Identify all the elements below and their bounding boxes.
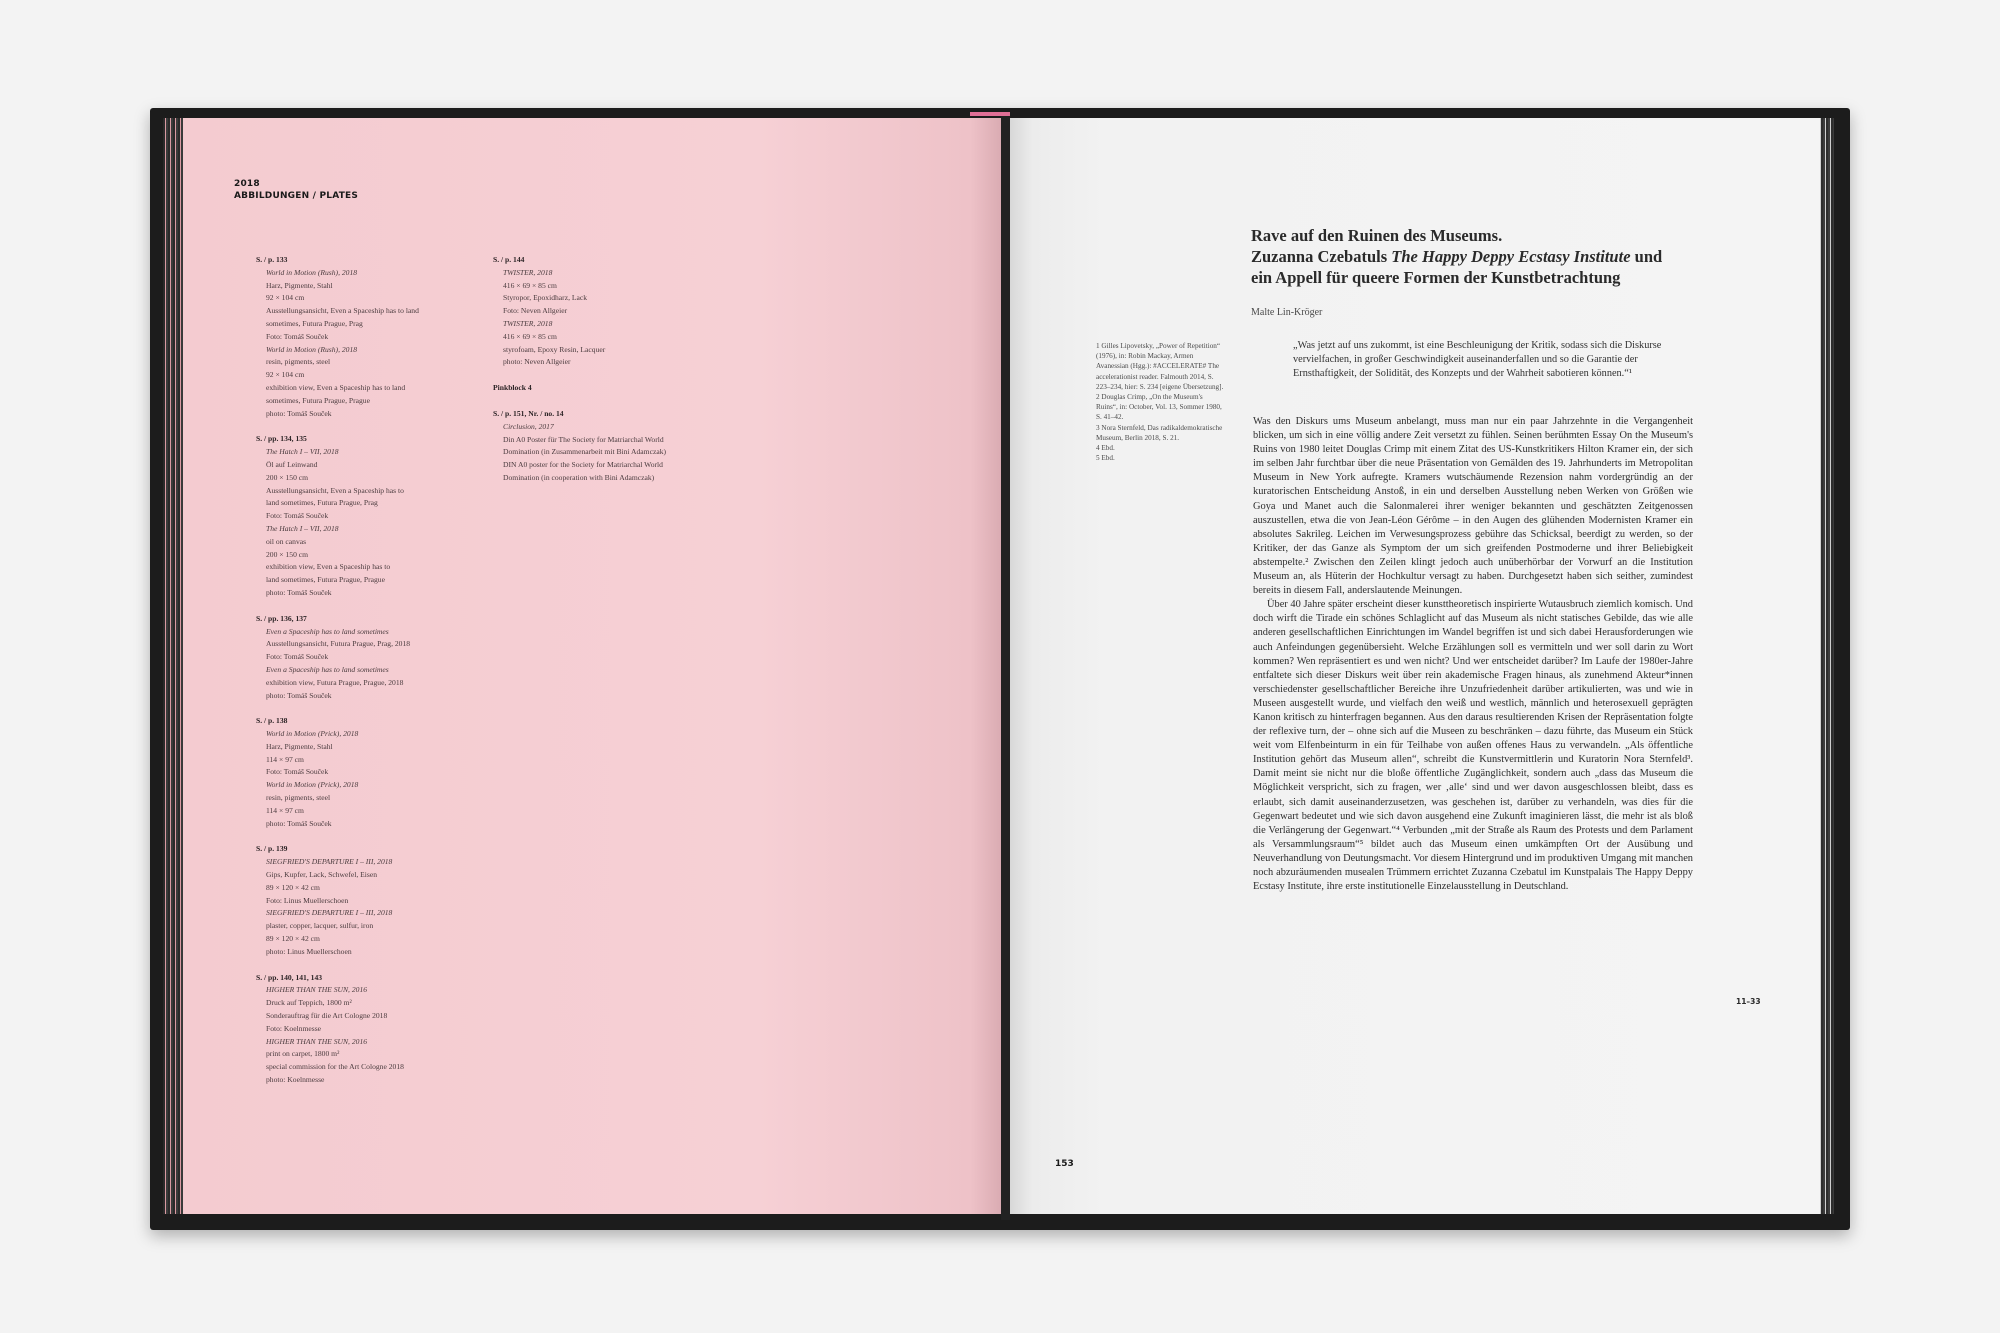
plate-caption-line: 114 × 97 cm: [266, 754, 304, 764]
plate-caption-line: land sometimes, Futura Prague, Prague: [266, 575, 385, 585]
plate-caption-line: print on carpet, 1800 m²: [266, 1049, 340, 1059]
plate-caption-line: TWISTER, 2018: [503, 318, 553, 328]
plate-caption-line: TWISTER, 2018: [503, 267, 553, 277]
plate-page-ref: S. / p. 144: [493, 255, 525, 264]
section-header: [234, 178, 358, 202]
plate-caption-line: exhibition view, Even a Spaceship has to land: [266, 382, 406, 392]
plate-caption-line: 114 × 97 cm: [266, 805, 304, 815]
plate-caption-line: Ausstellungsansicht, Even a Spaceship has to: [266, 485, 404, 495]
title-line-2: [1251, 246, 1731, 267]
plate-page-ref: S. / pp. 140, 141, 143: [256, 972, 323, 982]
plate-caption-line: Harz, Pigmente, Stahl: [266, 741, 333, 751]
plate-caption-line: SIEGFRIED'S DEPARTURE I – III, 2018: [266, 908, 393, 918]
plate-caption-line: World in Motion (Rush), 2018: [266, 267, 358, 277]
plate-caption-line: photo: Tomáš Souček: [266, 408, 332, 418]
plate-caption-line: photo: Tomáš Souček: [266, 690, 332, 700]
plate-caption-line: Circlusion, 2017: [503, 421, 554, 431]
plate-caption-line: Sonderauftrag für die Art Cologne 2018: [266, 1011, 388, 1021]
left-page: [183, 118, 1003, 1214]
plate-caption-line: Din A0 Poster für The Society for Matriarchal World: [503, 434, 664, 444]
plate-page-ref: S. / pp. 136, 137: [256, 613, 307, 623]
plate-caption-line: 92 × 104 cm: [266, 370, 305, 380]
title-line-2-italic: The Happy Deppy Ecstasy Institute: [1391, 247, 1631, 266]
plate-page-ref: S. / p. 151, Nr. / no. 14: [493, 408, 564, 418]
plate-caption-line: Foto: Tomáš Souček: [266, 331, 329, 341]
plate-caption-line: photo: Tomáš Souček: [266, 818, 332, 828]
plate-list-column-1: [256, 254, 486, 1100]
footnote-item: 4 Ebd.: [1096, 444, 1115, 453]
plate-caption-line: sometimes, Futura Prague, Prague: [266, 395, 370, 405]
plate-group-b: [493, 408, 723, 485]
plate-caption-line: Even a Spaceship has to land sometimes: [266, 626, 389, 636]
plate-entry: [256, 972, 486, 1087]
plate-caption-line: Domination (in cooperation with Bini Adamczak): [503, 472, 655, 482]
plate-entry: [493, 254, 723, 369]
plate-caption-line: Foto: Koelnmesse: [266, 1023, 322, 1033]
plate-caption-line: World in Motion (Prick), 2018: [266, 780, 359, 790]
plate-caption-line: 200 × 150 cm: [266, 549, 309, 559]
plate-list-column-2: [493, 254, 723, 498]
section-year: 2018: [234, 179, 260, 189]
plate-caption-line: sometimes, Futura Prague, Prag: [266, 318, 363, 328]
plate-caption-line: Foto: Tomáš Souček: [266, 767, 329, 777]
plate-entry: [256, 843, 486, 958]
right-page: [1008, 118, 1820, 1214]
plate-caption-line: resin, pigments, steel: [266, 793, 331, 803]
body-paragraph-2: Über 40 Jahre später erscheint dieser kunsttheoretisch inspirierte Wutausbruch ziemlich komisch. Und doch wirft die Tirade ein schönes Schlaglicht auf das Museum als nicht statisches Gebilde, das wie alle anderen gesellschaftlichen Einrichtungen im Wandel begriffen ist und sich dabei Herausforderungen wie auch Anfeindungen gegenübersieht. Welche Erzählungen soll es vermitteln und wer soll darin zu Wort kommen? Wen repräsentiert es und wen nicht? Und wer entscheidet darüber? Im Laufe der 1980er-Jahre entfaltete sich dieser Diskurs weit über rein akademische Fragen hinaus, als zunehmend Akteur*innen verschiedenster gesellschaftlicher Bereiche ihre Unzufriedenheit darüber artikulierten, was und wie in Museen ausgestellt wurde, und vielfach den weiß und westlich, männlich und heterosexuell geprägten Kanon kritisch zu hinterfragen begannen. Aus den daraus resultierenden Krisen der Repräsentation folgte der reflexive turn, der – ohne sich auf die Museen zu beschränken – dazu führte, das Museum ein Stück weit vom Elfenbeinturm in ein für Teilhabe von außen offenes Haus zu verwandeln. „Als öffentliche Institution gehört das Museum allen“, schreibt die Kunstvermittlerin und Kuratorin Nora Sternfeld³. Damit meint sie nicht nur die bloße öffentliche Zugänglichkeit, sondern auch „dass das Museum die Möglichkeit verspricht, sich zu fragen, wer ‚alle‘ sind und wer davon ausgeschlossen bleibt, dass es erlaubt, sich damit auseinanderzusetzen, was geschehen ist, darüber zu verhandeln, was dies für die Gegenwart bedeutet und wie sich davon ausgehend eine Zukunft imaginieren lässt, die mehr ist als bloß die Verlängerung der Gegenwart.“⁴ Verbunden „mit der Straße als Raum des Protests und dem Parlament als Versammlungsraum“⁵ bildet auch das Museum einen umkämpften Ort der Ausübung und Neuverhandlung von Deutungsmacht. Vor diesem Hintergrund und im produktiven Umgang mit manchen noch abzuräumenden musealen Trümmern errichtet Zuzanna Czebatul im Kunstpalais The Happy Deppy Ecstasy Institute, ihre erste institutionelle Einzelausstellung in Deutschland.: [1253, 599, 1693, 893]
plate-caption-line: DIN A0 poster for the Society for Matriarchal World: [503, 460, 663, 470]
plate-caption-line: The Hatch I – VII, 2018: [266, 447, 339, 457]
plate-entry: [256, 613, 486, 703]
title-line-2-post: und: [1630, 247, 1663, 266]
plate-caption-line: 92 × 104 cm: [266, 293, 305, 303]
plate-caption-line: photo: Linus Muellerschoen: [266, 946, 352, 956]
body-paragraph-1: Was den Diskurs ums Museum anbelangt, muss man nur ein paar Jahrzehnte in die Vergangenheit blicken, um sich in eine völlig andere Zeit versetzt zu fühlen. Seinen berühmten Essay On the Museum's Ruins von 1980 leitet Douglas Crimp mit einem Zitat des US-Kunstkritikers Hilton Kramer ein, der sich im selben Jahr furchtbar über die neue Präsentation von Gemälden des 19. Jahrhunderts im Metropolitan Museum in New York aufregte. Kramers wutschäumende Rezension nahm vordergründig an der kuratorischen Entscheidung Anstoß, in ein und derselben Ausstellung neben Werken von Größen wie Goya und Manet auch die Salonmalerei ihrer weniger bekannten und geschätzten Zeitgenossen auszustellen, etwa die von Jean-Léon Gérôme – in den Augen des glühenden Modernisten Kramer ein absolutes Sakrileg. Leichen im Verwesungsprozess gebühre das Schicksal, beerdigt zu werden, so der Kritiker, der das Ganze als Symptom der um sich greifenden Postmoderne und ihrer Beliebigkeit abstempelte.² Zwischen den Zeilen klingt jedoch auch unüberhörbar der Vorwurf an die Institution Museum an, als Hüterin der Hochkultur versagt zu haben. Durchgesetzt haben sich seither, zumindest bereits in diesem Fall, anderslautende Meinungen.: [1253, 416, 1693, 597]
plate-caption-line: Foto: Neven Allgeier: [503, 306, 568, 316]
plate-caption-line: photo: Neven Allgeier: [503, 357, 571, 367]
article-title: [1251, 225, 1731, 288]
pinkblock-heading: Pinkblock 4: [493, 383, 532, 393]
footnote-item: 5 Ebd.: [1096, 454, 1115, 463]
plate-caption-line: styrofoam, Epoxy Resin, Lacquer: [503, 344, 606, 354]
epigraph-quote: „Was jetzt auf uns zukommt, ist eine Beschleunigung der Kritik, sodass sich die Diskurse vervielfachen, in großer Geschwindigkeit auseinanderfallen und so die Garantie der Ernsthaftigkeit, der Solidität, des Konzepts und der Wahrheit sabotieren können.“¹: [1293, 340, 1662, 379]
article-body: [1253, 415, 1693, 894]
plate-caption-line: plaster, copper, lacquer, sulfur, iron: [266, 921, 374, 931]
plate-page-ref: S. / p. 133: [256, 255, 288, 264]
plate-caption-line: exhibition view, Even a Spaceship has to: [266, 562, 391, 572]
plate-caption-line: 89 × 120 × 42 cm: [266, 934, 320, 944]
plate-caption-line: Harz, Pigmente, Stahl: [266, 280, 333, 290]
plate-page-ref: S. / pp. 134, 135: [256, 434, 307, 444]
plate-caption-line: photo: Koelnmesse: [266, 1075, 325, 1085]
plate-caption-line: World in Motion (Rush), 2018: [266, 344, 358, 354]
plate-caption-line: HIGHER THAN THE SUN, 2016: [266, 985, 368, 995]
footnote-item: 1 Gilles Lipovetsky, „Power of Repetition“ (1976), in: Robin Mackay, Armen Avanessian (Hgg.): #ACCELERATE# The accelerationist reader. Falmouth 2014, S. 223–234, hier: S. 234 [eigene Übersetzung].: [1096, 342, 1224, 391]
plate-caption-line: 200 × 150 cm: [266, 472, 309, 482]
section-title: ABBILDUNGEN / PLATES: [234, 191, 359, 201]
plate-entry: [493, 408, 723, 485]
plate-caption-line: SIEGFRIED'S DEPARTURE I – III, 2018: [266, 857, 393, 867]
title-line-1: Rave auf den Ruinen des Museums.: [1251, 226, 1503, 245]
plate-caption-line: land sometimes, Futura Prague, Prag: [266, 498, 378, 508]
plate-caption-line: Druck auf Teppich, 1800 m²: [266, 998, 352, 1008]
plate-caption-line: Ausstellungsansicht, Futura Prague, Prag, 2018: [266, 639, 411, 649]
plate-group-a: [493, 254, 723, 369]
plate-page-ref: S. / p. 138: [256, 716, 288, 726]
plate-caption-line: 416 × 69 × 85 cm: [503, 331, 557, 341]
plate-caption-line: Ausstellungsansicht, Even a Spaceship has to land: [266, 306, 419, 316]
page-number: 153: [1055, 1159, 1074, 1169]
footnotes: [1096, 341, 1224, 463]
title-line-3: ein Appell für queere Formen der Kunstbetrachtung: [1251, 268, 1621, 287]
plate-entry: [256, 715, 486, 830]
plate-entry: [256, 433, 486, 599]
plate-caption-line: Foto: Tomáš Souček: [266, 652, 329, 662]
ribbon-marker: [970, 112, 1010, 116]
title-line-2-pre: Zuzanna Czebatuls: [1251, 247, 1392, 266]
book-gutter: [1001, 112, 1010, 1220]
plate-caption-line: exhibition view, Futura Prague, Prague, 2018: [266, 677, 404, 687]
footnote-item: 3 Nora Sternfeld, Das radikaldemokratische Museum, Berlin 2018, S. 21.: [1096, 423, 1223, 442]
page-edges-right: [1818, 118, 1834, 1214]
plate-caption-line: HIGHER THAN THE SUN, 2016: [266, 1036, 368, 1046]
plate-caption-line: 89 × 120 × 42 cm: [266, 882, 320, 892]
plate-caption-line: Foto: Linus Muellerschoen: [266, 895, 349, 905]
author-name: Malte Lin-Kröger: [1251, 307, 1323, 318]
plate-page-ref: S. / p. 139: [256, 844, 288, 854]
plate-caption-line: special commission for the Art Cologne 2018: [266, 1062, 404, 1072]
plate-caption-line: Öl auf Leinwand: [266, 459, 318, 469]
plate-caption-line: Gips, Kupfer, Lack, Schwefel, Eisen: [266, 870, 378, 880]
page-edges-left: [163, 118, 183, 1214]
footnote-item: 2 Douglas Crimp, „On the Museum's Ruins“, in: October, Vol. 13, Sommer 1980, S. 41–42.: [1096, 393, 1222, 422]
plate-caption-line: oil on canvas: [266, 536, 307, 546]
plate-caption-line: Domination (in Zusammenarbeit mit Bini Adamczak): [503, 447, 667, 457]
plate-caption-line: photo: Tomáš Souček: [266, 587, 332, 597]
plate-caption-line: 416 × 69 × 85 cm: [503, 280, 557, 290]
page-range-marker: 11–33: [1736, 997, 1761, 1006]
plate-caption-line: Styropor, Epoxidharz, Lack: [503, 293, 588, 303]
plate-caption-line: World in Motion (Prick), 2018: [266, 729, 359, 739]
plate-caption-line: Foto: Tomáš Souček: [266, 511, 329, 521]
plate-entry: [256, 254, 486, 420]
plate-caption-line: The Hatch I – VII, 2018: [266, 523, 339, 533]
plate-caption-line: resin, pigments, steel: [266, 357, 331, 367]
plate-caption-line: Even a Spaceship has to land sometimes: [266, 664, 389, 674]
